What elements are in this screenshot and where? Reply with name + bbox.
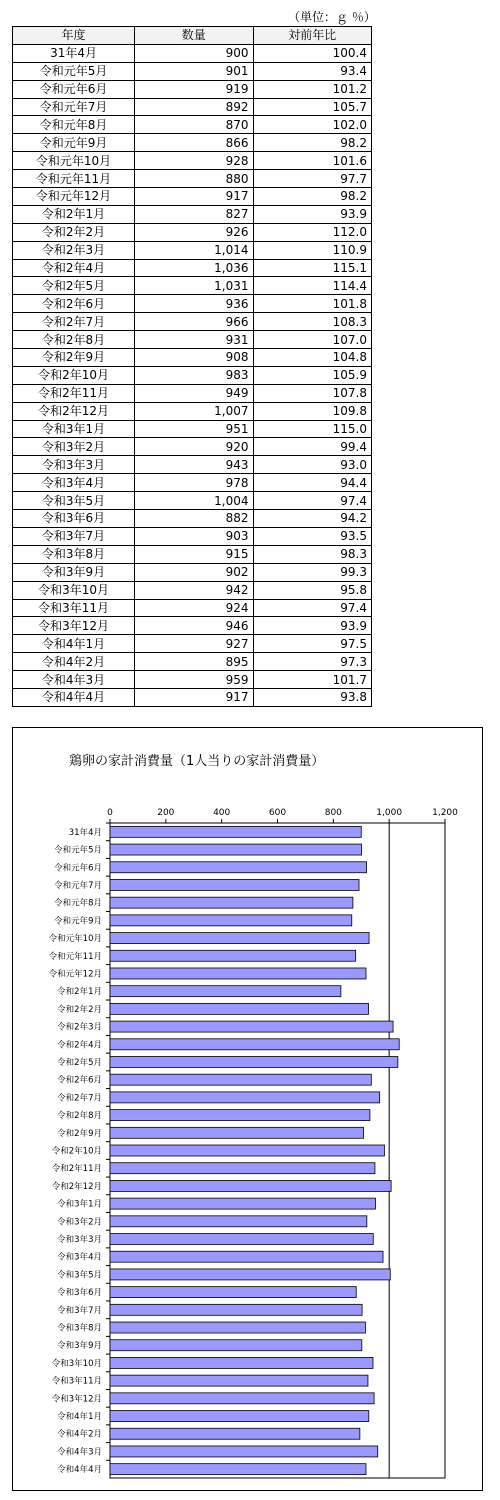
table-row xyxy=(13,62,372,80)
table-row xyxy=(13,420,372,438)
category-label: 令和3年9月 xyxy=(57,1341,102,1352)
table-row xyxy=(13,456,372,474)
cell-yoy-ratio: 93.8 xyxy=(253,688,371,706)
cell-period: 令和2年9月 xyxy=(13,349,135,367)
cell-period: 令和4年1月 xyxy=(13,635,135,653)
category-label: 令和3年7月 xyxy=(57,1305,102,1316)
category-label: 令和4年2月 xyxy=(57,1429,102,1440)
cell-period: 令和2年8月 xyxy=(13,331,135,349)
bar xyxy=(110,1163,375,1174)
category-label: 令和3年6月 xyxy=(57,1288,102,1299)
table-row xyxy=(13,98,372,116)
cell-yoy-ratio: 94.2 xyxy=(253,510,371,528)
table-row xyxy=(13,635,372,653)
cell-yoy-ratio: 93.5 xyxy=(253,527,371,545)
cell-yoy-ratio: 97.4 xyxy=(253,492,371,510)
cell-yoy-ratio: 101.6 xyxy=(253,152,371,170)
table-row xyxy=(13,80,372,98)
category-label: 令和2年9月 xyxy=(57,1128,102,1139)
cell-yoy-ratio: 97.4 xyxy=(253,599,371,617)
cell-yoy-ratio: 109.8 xyxy=(253,402,371,420)
cell-yoy-ratio: 107.0 xyxy=(253,331,371,349)
cell-yoy-ratio: 97.5 xyxy=(253,635,371,653)
cell-quantity: 946 xyxy=(135,617,253,635)
cell-quantity: 882 xyxy=(135,510,253,528)
cell-quantity: 880 xyxy=(135,170,253,188)
cell-period: 令和元年8月 xyxy=(13,116,135,134)
cell-quantity: 917 xyxy=(135,688,253,706)
cell-quantity: 949 xyxy=(135,384,253,402)
x-tick-label: 800 xyxy=(324,808,342,818)
category-label: 令和元年9月 xyxy=(54,916,102,927)
cell-period: 令和2年1月 xyxy=(13,205,135,223)
bar-chart xyxy=(13,728,482,1490)
category-label: 令和2年7月 xyxy=(57,1093,102,1104)
cell-yoy-ratio: 100.4 xyxy=(253,44,371,62)
cell-period: 令和3年6月 xyxy=(13,510,135,528)
table-row xyxy=(13,188,372,206)
cell-period: 令和3年12月 xyxy=(13,617,135,635)
category-label: 令和元年12月 xyxy=(48,969,102,980)
cell-period: 令和2年12月 xyxy=(13,402,135,420)
bar xyxy=(110,1110,370,1121)
cell-quantity: 1,031 xyxy=(135,277,253,295)
cell-yoy-ratio: 101.7 xyxy=(253,671,371,689)
bar xyxy=(110,1056,398,1067)
bar xyxy=(110,1074,371,1085)
cell-quantity: 927 xyxy=(135,635,253,653)
cell-quantity: 900 xyxy=(135,44,253,62)
cell-yoy-ratio: 110.9 xyxy=(253,241,371,259)
table-row xyxy=(13,349,372,367)
cell-quantity: 926 xyxy=(135,223,253,241)
cell-period: 令和3年1月 xyxy=(13,420,135,438)
bar xyxy=(110,1269,390,1280)
table-row xyxy=(13,384,372,402)
table-row xyxy=(13,563,372,581)
cell-period: 令和3年11月 xyxy=(13,599,135,617)
category-label: 令和2年3月 xyxy=(57,1022,102,1033)
cell-quantity: 917 xyxy=(135,188,253,206)
cell-period: 令和元年7月 xyxy=(13,98,135,116)
table-row xyxy=(13,366,372,384)
table-row xyxy=(13,653,372,671)
bar xyxy=(110,1021,393,1032)
cell-yoy-ratio: 97.3 xyxy=(253,653,371,671)
bar xyxy=(110,1464,366,1475)
cell-quantity: 928 xyxy=(135,152,253,170)
cell-period: 令和元年6月 xyxy=(13,80,135,98)
cell-quantity: 983 xyxy=(135,366,253,384)
bar xyxy=(110,1375,368,1386)
bar xyxy=(110,1234,373,1245)
table-row xyxy=(13,688,372,706)
cell-period: 令和3年3月 xyxy=(13,456,135,474)
cell-period: 令和3年10月 xyxy=(13,581,135,599)
category-label: 令和3年2月 xyxy=(57,1217,102,1228)
category-label: 令和2年6月 xyxy=(57,1075,102,1086)
cell-quantity: 901 xyxy=(135,62,253,80)
bar xyxy=(110,1357,373,1368)
bar xyxy=(110,986,341,997)
cell-quantity: 908 xyxy=(135,349,253,367)
bar xyxy=(110,844,362,855)
cell-quantity: 915 xyxy=(135,545,253,563)
bar xyxy=(110,1251,383,1262)
table-row xyxy=(13,581,372,599)
cell-yoy-ratio: 115.0 xyxy=(253,420,371,438)
cell-yoy-ratio: 93.4 xyxy=(253,62,371,80)
cell-yoy-ratio: 108.3 xyxy=(253,313,371,331)
bar xyxy=(110,915,352,926)
category-label: 令和2年11月 xyxy=(51,1164,102,1175)
cell-quantity: 903 xyxy=(135,527,253,545)
bar xyxy=(110,1216,367,1227)
category-label: 令和4年4月 xyxy=(57,1465,102,1476)
bar xyxy=(110,1446,378,1457)
category-label: 令和2年2月 xyxy=(57,1004,102,1015)
table-row xyxy=(13,241,372,259)
table-row xyxy=(13,116,372,134)
cell-quantity: 924 xyxy=(135,599,253,617)
cell-quantity: 866 xyxy=(135,134,253,152)
x-tick-label: 1,000 xyxy=(376,808,403,818)
cell-quantity: 951 xyxy=(135,420,253,438)
cell-quantity: 920 xyxy=(135,438,253,456)
category-label: 令和元年8月 xyxy=(54,898,102,909)
cell-period: 令和3年7月 xyxy=(13,527,135,545)
cell-quantity: 1,004 xyxy=(135,492,253,510)
cell-quantity: 966 xyxy=(135,313,253,331)
cell-quantity: 895 xyxy=(135,653,253,671)
bar xyxy=(110,1393,374,1404)
cell-period: 令和元年11月 xyxy=(13,170,135,188)
cell-period: 令和元年12月 xyxy=(13,188,135,206)
cell-yoy-ratio: 105.7 xyxy=(253,98,371,116)
table-row xyxy=(13,134,372,152)
cell-period: 令和4年2月 xyxy=(13,653,135,671)
cell-quantity: 827 xyxy=(135,205,253,223)
bar xyxy=(110,1340,362,1351)
cell-yoy-ratio: 93.9 xyxy=(253,617,371,635)
table-row xyxy=(13,474,372,492)
category-label: 令和3年1月 xyxy=(57,1199,102,1210)
cell-yoy-ratio: 102.0 xyxy=(253,116,371,134)
table-row xyxy=(13,599,372,617)
category-label: 令和元年10月 xyxy=(48,934,102,945)
bar xyxy=(110,1304,362,1315)
bar xyxy=(110,1003,369,1014)
cell-period: 令和2年2月 xyxy=(13,223,135,241)
table-row xyxy=(13,438,372,456)
header-yoy-ratio: 対前年比 xyxy=(253,27,371,45)
consumption-table xyxy=(12,26,372,707)
bar xyxy=(110,933,369,944)
table-row xyxy=(13,205,372,223)
bar xyxy=(110,950,356,961)
cell-period: 令和3年5月 xyxy=(13,492,135,510)
cell-quantity: 959 xyxy=(135,671,253,689)
x-tick-label: 0 xyxy=(107,808,113,818)
header-period: 年度 xyxy=(13,27,135,45)
category-label: 令和元年11月 xyxy=(48,951,102,962)
cell-period: 31年4月 xyxy=(13,44,135,62)
cell-yoy-ratio: 115.1 xyxy=(253,259,371,277)
category-label: 令和3年4月 xyxy=(57,1252,102,1263)
bar xyxy=(110,1145,384,1156)
bar xyxy=(110,1092,380,1103)
category-label: 31年4月 xyxy=(68,827,102,838)
bar xyxy=(110,1127,363,1138)
cell-period: 令和2年3月 xyxy=(13,241,135,259)
table-row xyxy=(13,617,372,635)
x-tick-label: 1,200 xyxy=(432,808,458,818)
bar xyxy=(110,1322,365,1333)
table-header-row xyxy=(13,27,372,45)
cell-period: 令和4年3月 xyxy=(13,671,135,689)
table-row xyxy=(13,671,372,689)
category-label: 令和2年4月 xyxy=(57,1040,102,1051)
cell-period: 令和元年10月 xyxy=(13,152,135,170)
cell-yoy-ratio: 98.2 xyxy=(253,134,371,152)
cell-yoy-ratio: 112.0 xyxy=(253,223,371,241)
category-label: 令和3年10月 xyxy=(51,1358,102,1369)
bar xyxy=(110,1039,399,1050)
bar xyxy=(110,1287,356,1298)
cell-yoy-ratio: 93.9 xyxy=(253,205,371,223)
category-label: 令和3年11月 xyxy=(51,1376,102,1387)
table-row xyxy=(13,277,372,295)
cell-quantity: 936 xyxy=(135,295,253,313)
cell-yoy-ratio: 94.4 xyxy=(253,474,371,492)
cell-yoy-ratio: 97.7 xyxy=(253,170,371,188)
cell-period: 令和3年8月 xyxy=(13,545,135,563)
chart-title: 鶏卵の家計消費量（1人当りの家計消費量） xyxy=(69,754,325,769)
category-label: 令和元年6月 xyxy=(54,863,102,874)
cell-quantity: 978 xyxy=(135,474,253,492)
category-label: 令和元年7月 xyxy=(54,880,102,891)
cell-yoy-ratio: 99.4 xyxy=(253,438,371,456)
bar xyxy=(110,879,359,890)
cell-quantity: 931 xyxy=(135,331,253,349)
bar xyxy=(110,1180,391,1191)
table-row xyxy=(13,527,372,545)
cell-period: 令和4年4月 xyxy=(13,688,135,706)
category-label: 令和4年3月 xyxy=(57,1447,102,1458)
table-row xyxy=(13,152,372,170)
chart-container xyxy=(12,727,483,1491)
cell-yoy-ratio: 98.3 xyxy=(253,545,371,563)
cell-yoy-ratio: 95.8 xyxy=(253,581,371,599)
table-row xyxy=(13,223,372,241)
x-tick-label: 200 xyxy=(157,808,175,818)
bar xyxy=(110,862,367,873)
category-label: 令和元年5月 xyxy=(54,845,102,856)
cell-quantity: 919 xyxy=(135,80,253,98)
category-label: 令和3年12月 xyxy=(51,1394,102,1405)
table-row xyxy=(13,259,372,277)
cell-yoy-ratio: 104.8 xyxy=(253,349,371,367)
cell-period: 令和3年2月 xyxy=(13,438,135,456)
cell-quantity: 943 xyxy=(135,456,253,474)
bar xyxy=(110,826,361,837)
category-label: 令和2年5月 xyxy=(57,1057,102,1068)
cell-quantity: 1,036 xyxy=(135,259,253,277)
table-row xyxy=(13,510,372,528)
cell-period: 令和2年6月 xyxy=(13,295,135,313)
category-label: 令和2年12月 xyxy=(51,1181,102,1192)
category-label: 令和3年3月 xyxy=(57,1235,102,1246)
table-row xyxy=(13,313,372,331)
cell-quantity: 1,014 xyxy=(135,241,253,259)
cell-period: 令和2年4月 xyxy=(13,259,135,277)
unit-label: （単位：ｇ ％） xyxy=(288,10,376,24)
cell-quantity: 902 xyxy=(135,563,253,581)
table-row xyxy=(13,492,372,510)
cell-yoy-ratio: 101.2 xyxy=(253,80,371,98)
cell-quantity: 870 xyxy=(135,116,253,134)
bar xyxy=(110,1198,375,1209)
cell-yoy-ratio: 105.9 xyxy=(253,366,371,384)
cell-yoy-ratio: 101.8 xyxy=(253,295,371,313)
cell-quantity: 892 xyxy=(135,98,253,116)
cell-yoy-ratio: 93.0 xyxy=(253,456,371,474)
table-row xyxy=(13,295,372,313)
cell-yoy-ratio: 114.4 xyxy=(253,277,371,295)
cell-quantity: 1,007 xyxy=(135,402,253,420)
cell-yoy-ratio: 107.8 xyxy=(253,384,371,402)
cell-yoy-ratio: 99.3 xyxy=(253,563,371,581)
table-row xyxy=(13,545,372,563)
bar xyxy=(110,1411,369,1422)
x-tick-label: 400 xyxy=(213,808,231,818)
cell-period: 令和2年10月 xyxy=(13,366,135,384)
cell-period: 令和2年11月 xyxy=(13,384,135,402)
category-label: 令和3年8月 xyxy=(57,1323,102,1334)
category-label: 令和2年1月 xyxy=(57,987,102,998)
cell-yoy-ratio: 98.2 xyxy=(253,188,371,206)
cell-period: 令和2年5月 xyxy=(13,277,135,295)
category-label: 令和3年5月 xyxy=(57,1270,102,1281)
table-row xyxy=(13,44,372,62)
cell-period: 令和2年7月 xyxy=(13,313,135,331)
bar xyxy=(110,897,353,908)
table-row xyxy=(13,170,372,188)
category-label: 令和4年1月 xyxy=(57,1412,102,1423)
header-quantity: 数量 xyxy=(135,27,253,45)
category-label: 令和2年8月 xyxy=(57,1111,102,1122)
category-label: 令和2年10月 xyxy=(51,1146,102,1157)
cell-quantity: 942 xyxy=(135,581,253,599)
cell-period: 令和元年5月 xyxy=(13,62,135,80)
x-tick-label: 600 xyxy=(268,808,287,818)
bar xyxy=(110,1428,360,1439)
cell-period: 令和3年9月 xyxy=(13,563,135,581)
cell-period: 令和3年4月 xyxy=(13,474,135,492)
bar xyxy=(110,968,366,979)
table-row xyxy=(13,402,372,420)
cell-period: 令和元年9月 xyxy=(13,134,135,152)
table-row xyxy=(13,331,372,349)
